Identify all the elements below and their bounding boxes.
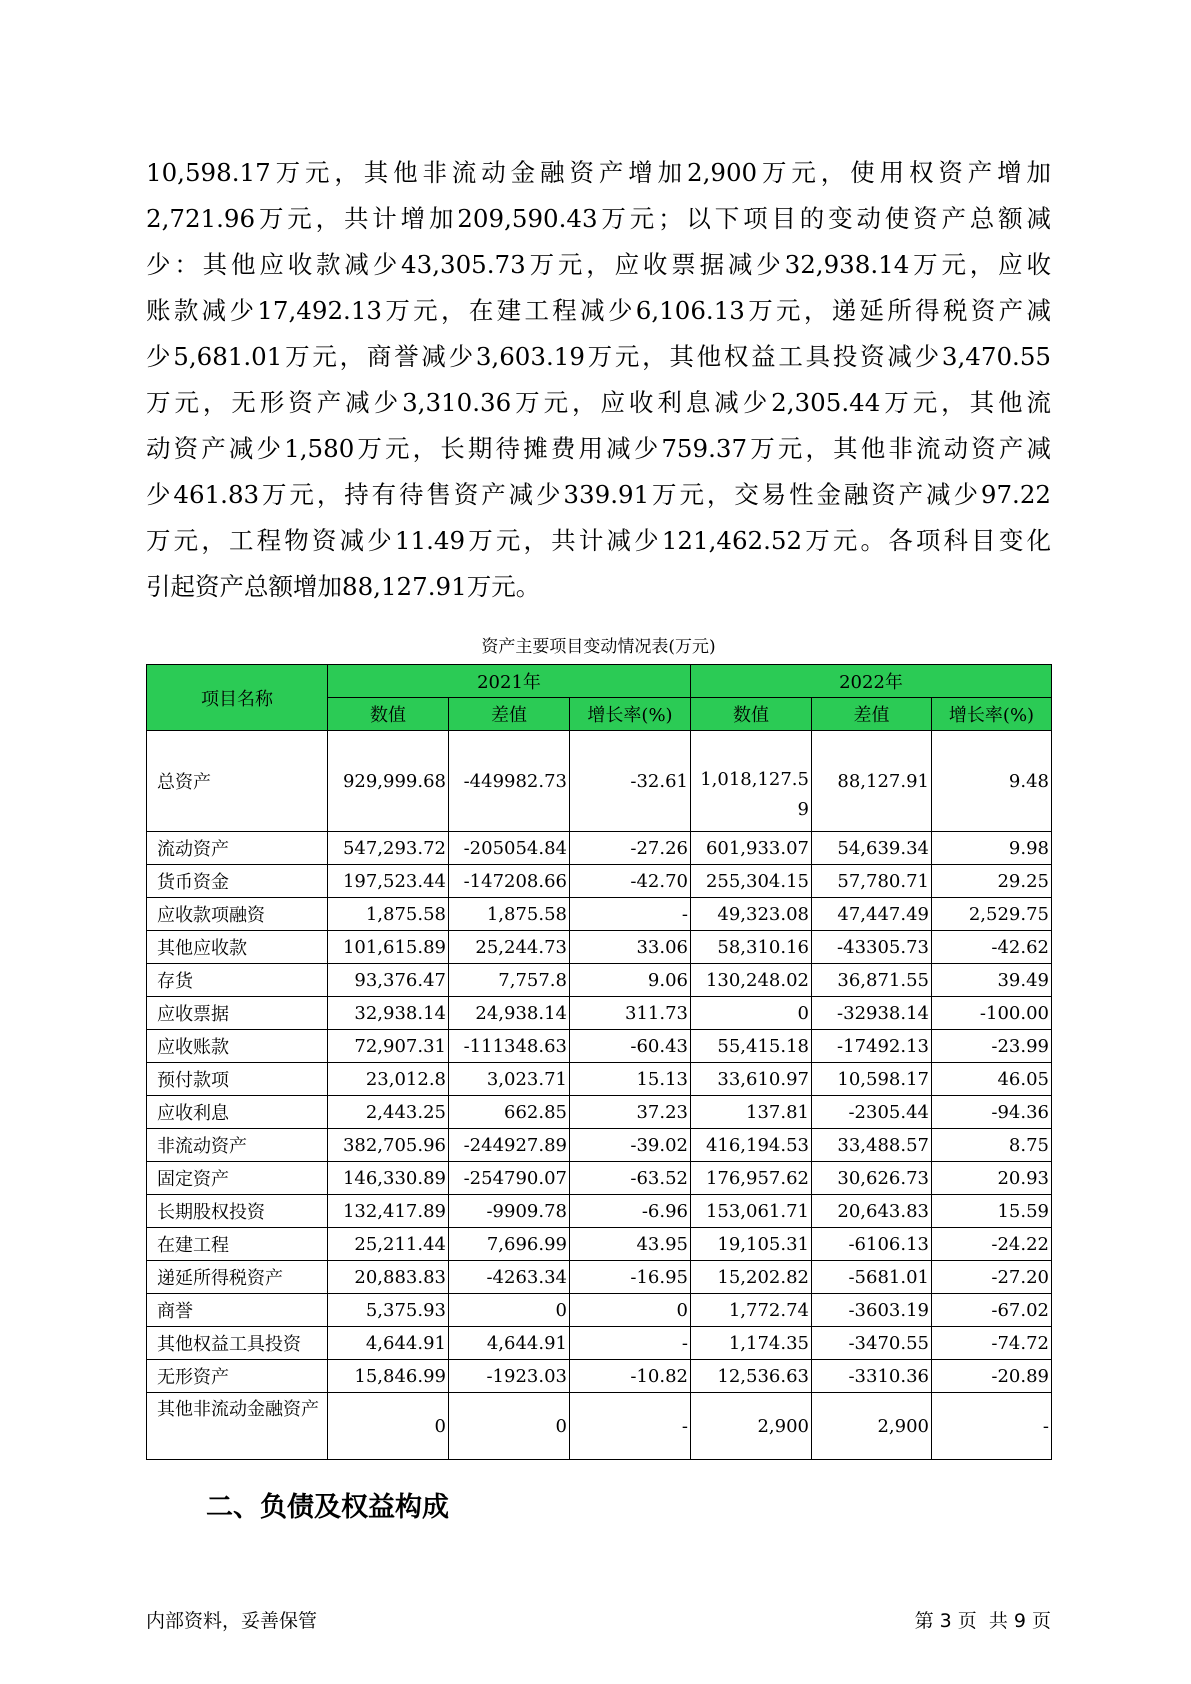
growth-2022: -23.99: [932, 1030, 1052, 1063]
value-2022: 601,933.07: [691, 832, 812, 865]
row-name: 应收利息: [147, 1096, 328, 1129]
paragraph-line: 10,598.17万元，其他非流动金融资产增加2,900万元，使用权资产增加: [146, 158, 1051, 187]
value-2021: 146,330.89: [328, 1162, 449, 1195]
growth-2021: 43.95: [570, 1228, 691, 1261]
growth-2021: 33.06: [570, 931, 691, 964]
diff-2021: 7,757.8: [449, 964, 570, 997]
diff-2022: 10,598.17: [812, 1063, 932, 1096]
growth-2022: 9.48: [932, 731, 1052, 832]
section-heading: 二、负债及权益构成: [206, 1492, 449, 1523]
row-name: 应收款项融资: [147, 898, 328, 931]
row-name: 存货: [147, 964, 328, 997]
value-2021: 1,875.58: [328, 898, 449, 931]
diff-2021: 7,696.99: [449, 1228, 570, 1261]
diff-2022: 57,780.71: [812, 865, 932, 898]
value-2021: 0: [328, 1393, 449, 1460]
header-value-2021: 数值: [328, 698, 449, 731]
value-2021: 25,211.44: [328, 1228, 449, 1261]
header-year-2022: 2022年: [691, 665, 1052, 698]
header-value-2022: 数值: [691, 698, 812, 731]
paragraph-line: 少：其他应收款减少43,305.73万元，应收票据减少32,938.14万元，应收: [146, 250, 1051, 279]
diff-2021: -9909.78: [449, 1195, 570, 1228]
row-name: 应收账款: [147, 1030, 328, 1063]
value-2022: 2,900: [691, 1393, 812, 1460]
value-2022: 33,610.97: [691, 1063, 812, 1096]
value-2022: 15,202.82: [691, 1261, 812, 1294]
body-paragraph: [146, 150, 1051, 610]
diff-2021: -449982.73: [449, 731, 570, 832]
row-name: 流动资产: [147, 832, 328, 865]
paragraph-line: 万元，工程物资减少11.49万元，共计减少121,462.52万元。各项科目变化: [146, 526, 1051, 555]
growth-2021: -: [570, 1327, 691, 1360]
growth-2021: -: [570, 898, 691, 931]
table-row: [147, 1228, 1052, 1261]
asset-change-table: [146, 664, 1052, 1460]
value-2021: 20,883.83: [328, 1261, 449, 1294]
row-name: 预付款项: [147, 1063, 328, 1096]
paragraph-line: 万元，无形资产减少3,310.36万元，应收利息减少2,305.44万元，其他流: [146, 388, 1051, 417]
row-name: 在建工程: [147, 1228, 328, 1261]
table-row: [147, 1129, 1052, 1162]
row-name: 长期股权投资: [147, 1195, 328, 1228]
diff-2021: -111348.63: [449, 1030, 570, 1063]
diff-2022: 88,127.91: [812, 731, 932, 832]
growth-2021: -60.43: [570, 1030, 691, 1063]
growth-2022: 46.05: [932, 1063, 1052, 1096]
diff-2022: -43305.73: [812, 931, 932, 964]
growth-2022: 15.59: [932, 1195, 1052, 1228]
diff-2022: 47,447.49: [812, 898, 932, 931]
value-2021: 382,705.96: [328, 1129, 449, 1162]
value-2021: 2,443.25: [328, 1096, 449, 1129]
value-2021: 132,417.89: [328, 1195, 449, 1228]
diff-2021: 24,938.14: [449, 997, 570, 1030]
growth-2022: 39.49: [932, 964, 1052, 997]
table-row: [147, 1162, 1052, 1195]
table-row: [147, 931, 1052, 964]
growth-2021: -63.52: [570, 1162, 691, 1195]
diff-2021: 1,875.58: [449, 898, 570, 931]
value-2022: 1,772.74: [691, 1294, 812, 1327]
value-2021: 101,615.89: [328, 931, 449, 964]
diff-2021: -147208.66: [449, 865, 570, 898]
value-2021: 15,846.99: [328, 1360, 449, 1393]
growth-2022: 9.98: [932, 832, 1052, 865]
value-2021: 23,012.8: [328, 1063, 449, 1096]
growth-2022: -74.72: [932, 1327, 1052, 1360]
diff-2022: -3310.36: [812, 1360, 932, 1393]
growth-2022: 8.75: [932, 1129, 1052, 1162]
growth-2021: -6.96: [570, 1195, 691, 1228]
table-row: [147, 1195, 1052, 1228]
diff-2022: -5681.01: [812, 1261, 932, 1294]
value-2022: 0: [691, 997, 812, 1030]
growth-2022: -42.62: [932, 931, 1052, 964]
growth-2022: -100.00: [932, 997, 1052, 1030]
value-2022: 153,061.71: [691, 1195, 812, 1228]
growth-2021: -: [570, 1393, 691, 1460]
paragraph-line: 少5,681.01万元，商誉减少3,603.19万元，其他权益工具投资减少3,470.55: [146, 342, 1051, 371]
paragraph-line: 少461.83万元，持有待售资产减少339.91万元，交易性金融资产减少97.22: [146, 480, 1051, 509]
growth-2022: -67.02: [932, 1294, 1052, 1327]
diff-2021: 3,023.71: [449, 1063, 570, 1096]
header-diff-2022: 差值: [812, 698, 932, 731]
diff-2021: -254790.07: [449, 1162, 570, 1195]
diff-2021: -1923.03: [449, 1360, 570, 1393]
table-row: [147, 865, 1052, 898]
diff-2021: 0: [449, 1393, 570, 1460]
diff-2021: 25,244.73: [449, 931, 570, 964]
growth-2022: -20.89: [932, 1360, 1052, 1393]
value-2021: 4,644.91: [328, 1327, 449, 1360]
growth-2022: -94.36: [932, 1096, 1052, 1129]
growth-2021: -10.82: [570, 1360, 691, 1393]
row-name: 其他应收款: [147, 931, 328, 964]
table-row: [147, 964, 1052, 997]
row-name: 递延所得税资产: [147, 1261, 328, 1294]
paragraph-line: 动资产减少1,580万元，长期待摊费用减少759.37万元，其他非流动资产减: [146, 434, 1051, 463]
diff-2022: -32938.14: [812, 997, 932, 1030]
value-2021: 5,375.93: [328, 1294, 449, 1327]
diff-2022: 30,626.73: [812, 1162, 932, 1195]
table-row: [147, 1030, 1052, 1063]
table-row: [147, 997, 1052, 1030]
growth-2021: -32.61: [570, 731, 691, 832]
diff-2022: 36,871.55: [812, 964, 932, 997]
growth-2022: -24.22: [932, 1228, 1052, 1261]
diff-2022: -6106.13: [812, 1228, 932, 1261]
table-row: [147, 1096, 1052, 1129]
paragraph-line: 引起资产总额增加88,127.91万元。: [146, 572, 541, 601]
diff-2022: 20,643.83: [812, 1195, 932, 1228]
value-2022: 19,105.31: [691, 1228, 812, 1261]
header-diff-2021: 差值: [449, 698, 570, 731]
header-growth-2021: 增长率(%): [570, 698, 691, 731]
diff-2022: 33,488.57: [812, 1129, 932, 1162]
row-name: 其他权益工具投资: [147, 1327, 328, 1360]
growth-2022: 2,529.75: [932, 898, 1052, 931]
growth-2021: 37.23: [570, 1096, 691, 1129]
header-year-2021: 2021年: [328, 665, 691, 698]
paragraph-line: 2,721.96万元，共计增加209,590.43万元；以下项目的变动使资产总额减: [146, 204, 1051, 233]
diff-2022: -2305.44: [812, 1096, 932, 1129]
diff-2021: -205054.84: [449, 832, 570, 865]
value-2022: 1,174.35: [691, 1327, 812, 1360]
growth-2021: 0: [570, 1294, 691, 1327]
table-row: [147, 1393, 1052, 1460]
row-name: 应收票据: [147, 997, 328, 1030]
growth-2021: 311.73: [570, 997, 691, 1030]
row-name: 固定资产: [147, 1162, 328, 1195]
table-caption: 资产主要项目变动情况表(万元): [481, 637, 716, 657]
table-row: [147, 1360, 1052, 1393]
diff-2022: -3603.19: [812, 1294, 932, 1327]
row-name: 非流动资产: [147, 1129, 328, 1162]
growth-2021: 9.06: [570, 964, 691, 997]
diff-2021: 4,644.91: [449, 1327, 570, 1360]
growth-2022: 29.25: [932, 865, 1052, 898]
paragraph-line: 账款减少17,492.13万元，在建工程减少6,106.13万元，递延所得税资产减: [146, 296, 1051, 325]
value-2022: 255,304.15: [691, 865, 812, 898]
diff-2022: -17492.13: [812, 1030, 932, 1063]
value-2022: 137.81: [691, 1096, 812, 1129]
value-2022: 12,536.63: [691, 1360, 812, 1393]
table-row: [147, 898, 1052, 931]
value-2021: 197,523.44: [328, 865, 449, 898]
diff-2021: 0: [449, 1294, 570, 1327]
value-2021: 32,938.14: [328, 997, 449, 1030]
footer-confidential-note: 内部资料，妥善保管: [146, 1610, 318, 1632]
value-2021: 547,293.72: [328, 832, 449, 865]
row-name: 其他非流动金融资产: [147, 1393, 328, 1460]
growth-2022: -27.20: [932, 1261, 1052, 1294]
header-growth-2022: 增长率(%): [932, 698, 1052, 731]
table-row: [147, 1063, 1052, 1096]
value-2022: 130,248.02: [691, 964, 812, 997]
value-2022: 176,957.62: [691, 1162, 812, 1195]
table-row: [147, 1327, 1052, 1360]
growth-2022: 20.93: [932, 1162, 1052, 1195]
row-name: 总资产: [147, 731, 328, 832]
diff-2022: 54,639.34: [812, 832, 932, 865]
growth-2021: -16.95: [570, 1261, 691, 1294]
table-row: [147, 731, 1052, 832]
table-row: [147, 1261, 1052, 1294]
table-row: [147, 832, 1052, 865]
growth-2021: -42.70: [570, 865, 691, 898]
row-name: 商誉: [147, 1294, 328, 1327]
value-2021: 93,376.47: [328, 964, 449, 997]
diff-2022: 2,900: [812, 1393, 932, 1460]
diff-2022: -3470.55: [812, 1327, 932, 1360]
value-2022: 1,018,127.59: [691, 731, 812, 832]
value-2021: 72,907.31: [328, 1030, 449, 1063]
footer-page-number: 第 3 页 共 9 页: [914, 1610, 1051, 1632]
value-2022: 49,323.08: [691, 898, 812, 931]
header-item-name: 项目名称: [147, 665, 328, 731]
diff-2021: 662.85: [449, 1096, 570, 1129]
value-2022: 55,415.18: [691, 1030, 812, 1063]
table-row: [147, 1294, 1052, 1327]
value-2022: 416,194.53: [691, 1129, 812, 1162]
growth-2021: 15.13: [570, 1063, 691, 1096]
growth-2021: -27.26: [570, 832, 691, 865]
growth-2021: -39.02: [570, 1129, 691, 1162]
row-name: 无形资产: [147, 1360, 328, 1393]
value-2022: 58,310.16: [691, 931, 812, 964]
growth-2022: -: [932, 1393, 1052, 1460]
diff-2021: -244927.89: [449, 1129, 570, 1162]
value-2021: 929,999.68: [328, 731, 449, 832]
diff-2021: -4263.34: [449, 1261, 570, 1294]
row-name: 货币资金: [147, 865, 328, 898]
